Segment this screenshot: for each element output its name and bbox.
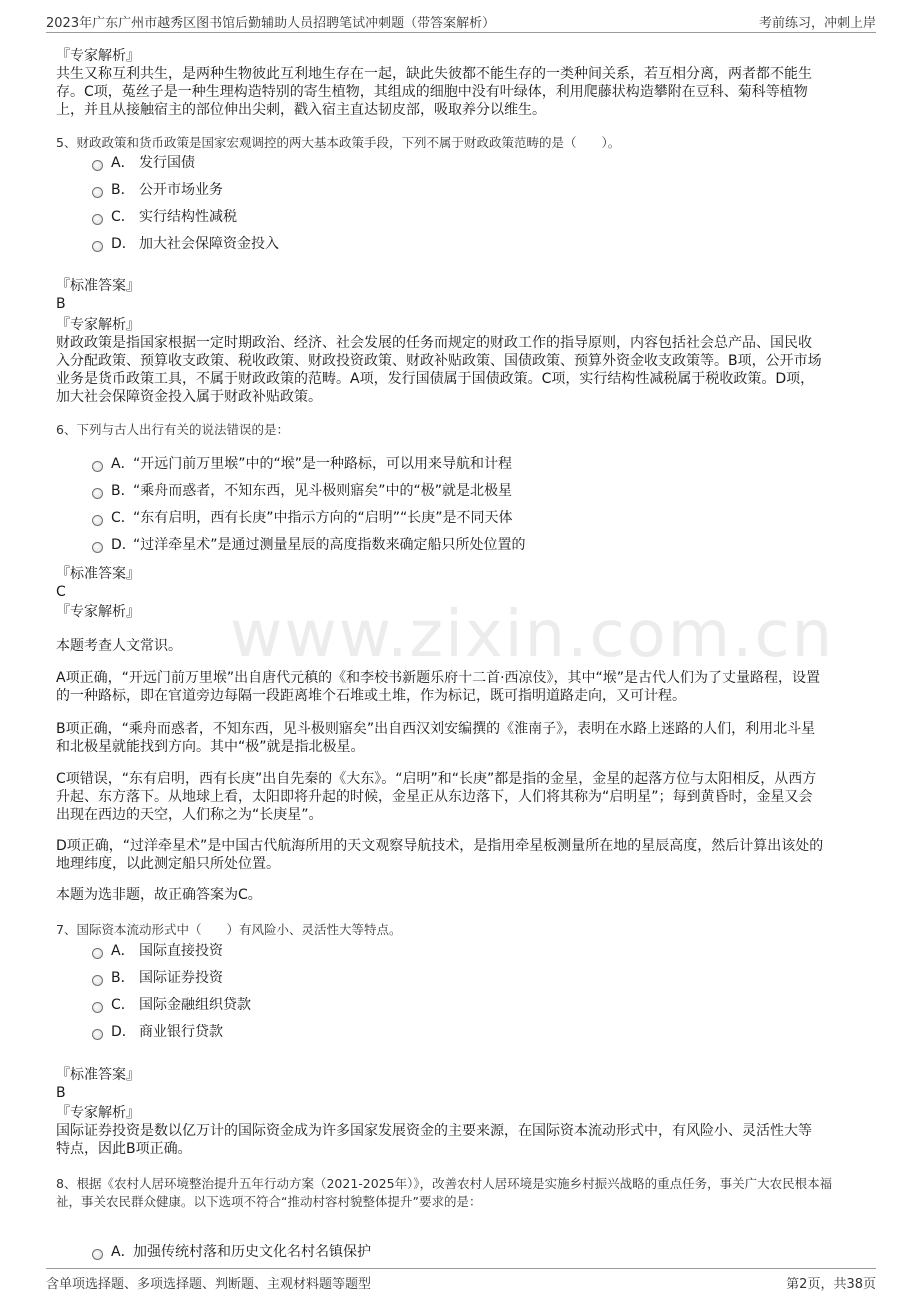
analysis-line: 上，并且从接触宿主的部位伸出尖刺，戳入宿主直达韧皮部，吸取养分以维生。 bbox=[56, 102, 546, 118]
q6-para-b bbox=[56, 720, 866, 756]
q7-option-d[interactable]: D． 商业银行贷款 bbox=[92, 1022, 223, 1042]
analysis-line: 财政政策是指国家根据一定时期政治、经济、社会发展的任务而规定的财政工作的指导原则，内容包括社会总产品、国民收 bbox=[56, 335, 812, 351]
radio-icon[interactable] bbox=[92, 1029, 103, 1040]
analysis-line: D项正确，“过洋牵星术”是中国古代航海所用的天文观察导航技术，是指用牵星板测量所在地的星辰高度，然后计算出该处的 bbox=[56, 838, 824, 854]
q6-intro: 本题考查人文常识。 bbox=[56, 638, 182, 654]
radio-icon[interactable] bbox=[92, 975, 103, 986]
analysis-line: A项正确，“开远门前万里堠”出自唐代元稹的《和李校书新题乐府十二首·西凉伎》，其中“堠”是古代人们为了丈量路程，设置 bbox=[56, 670, 821, 686]
analysis-line: 出现在西边的天空，人们称之为“长庚星”。 bbox=[56, 807, 323, 823]
q5-option-d[interactable]: D． 加大社会保障资金投入 bbox=[92, 234, 279, 254]
expert-label: 『专家解析』 bbox=[56, 604, 140, 620]
q5-analysis bbox=[56, 334, 866, 406]
question-5: 5、财政政策和货币政策是国家宏观调控的两大基本政策手段，下列不属于财政政策范畴的是（ ）。 bbox=[56, 135, 621, 150]
q6-option-c[interactable]: C． “东有启明，西有长庚”中指示方向的“启明”“长庚”是不同天体 bbox=[92, 508, 513, 528]
analysis-line: 地理纬度，以此测定船只所处位置。 bbox=[56, 856, 280, 872]
question-8 bbox=[56, 1175, 876, 1211]
analysis-line: 加大社会保障资金投入属于财政补贴政策。 bbox=[56, 389, 322, 405]
page-footer bbox=[46, 1268, 876, 1303]
analysis-line: 入分配政策、预算收支政策、税收政策、财政投资政策、财政补贴政策、国债政策、预算外资金收支政策等。B项，公开市场 bbox=[56, 353, 822, 369]
radio-icon[interactable] bbox=[92, 214, 103, 225]
analysis-line: 共生又称互利共生，是两种生物彼此互利地生存在一起，缺此失彼都不能生存的一类种间关系，若互相分离，两者都不能生 bbox=[56, 66, 812, 82]
q7-option-a[interactable]: A． 国际直接投资 bbox=[92, 941, 223, 961]
q5-option-c[interactable]: C． 实行结构性减税 bbox=[92, 207, 237, 227]
answer-label: 『标准答案』 bbox=[56, 278, 140, 294]
radio-icon[interactable] bbox=[92, 542, 103, 553]
q6-answer: C bbox=[56, 584, 66, 600]
expert-label: 『专家解析』 bbox=[56, 317, 140, 333]
q6-para-d bbox=[56, 837, 866, 873]
q6-conclusion: 本题为选非题，故正确答案为C。 bbox=[56, 887, 262, 903]
q7-option-c[interactable]: C． 国际金融组织贷款 bbox=[92, 995, 251, 1015]
analysis-line: 国际证券投资是数以亿万计的国际资金成为许多国家发展资金的主要来源，在国际资本流动形式中，有风险小、灵活性大等 bbox=[56, 1123, 812, 1139]
footer-note: 含单项选择题、多项选择题、判断题、主观材料题等题型 bbox=[46, 1277, 372, 1292]
question-7: 7、国际资本流动形式中（ ）有风险小、灵活性大等特点。 bbox=[56, 922, 402, 937]
question-6: 6、下列与古人出行有关的说法错误的是： bbox=[56, 422, 289, 437]
radio-icon[interactable] bbox=[92, 948, 103, 959]
radio-icon[interactable] bbox=[92, 187, 103, 198]
expert-label: 『专家解析』 bbox=[56, 48, 140, 64]
answer-label: 『标准答案』 bbox=[56, 566, 140, 582]
radio-icon[interactable] bbox=[92, 488, 103, 499]
expert-analysis-prev bbox=[56, 65, 866, 119]
q6-option-a[interactable]: A． “开远门前万里堠”中的“堠”是一种路标，可以用来导航和计程 bbox=[92, 454, 512, 474]
page-number: 第2页，共38页 bbox=[786, 1277, 876, 1292]
q8-option-a[interactable]: A． 加强传统村落和历史文化名村名镇保护 bbox=[92, 1242, 371, 1262]
analysis-line: 特点，因此B项正确。 bbox=[56, 1141, 192, 1157]
q5-option-b[interactable]: B． 公开市场业务 bbox=[92, 180, 223, 200]
question-line: 祉，事关农民群众健康。以下选项不符合“推动村容村貌整体提升”要求的是： bbox=[56, 1194, 482, 1209]
page-header bbox=[46, 0, 876, 33]
analysis-line: 升起、东方落下。从地球上看，太阳即将升起的时候，金星正从东边落下，人们将其称为“启明星”；每到黄昏时，金星又会 bbox=[56, 789, 813, 805]
q6-option-d[interactable]: D． “过洋牵星术”是通过测量星辰的高度指数来确定船只所处位置的 bbox=[92, 535, 526, 555]
answer-label: 『标准答案』 bbox=[56, 1067, 140, 1083]
q7-option-b[interactable]: B． 国际证券投资 bbox=[92, 968, 223, 988]
analysis-line: 的一种路标，即在官道旁边每隔一段距离堆个石堆或土堆，作为标记，既可指明道路走向，又可计程。 bbox=[56, 688, 686, 704]
q5-answer: B bbox=[56, 296, 66, 312]
analysis-line: 业务是货币政策工具，不属于财政政策的范畴。A项，发行国债属于国债政策。C项，实行结构性减税属于税收政策。D项， bbox=[56, 371, 815, 387]
radio-icon[interactable] bbox=[92, 461, 103, 472]
watermark: www.zixin.com.cn bbox=[230, 598, 835, 672]
analysis-line: 存。C项，菟丝子是一种生理构造特别的寄生植物，其组成的细胞中没有叶绿体，利用爬藤状构造攀附在豆科、菊科等植物 bbox=[56, 84, 808, 100]
analysis-line: C项错误，“东有启明，西有长庚”出自先秦的《大东》。“启明”和“长庚”都是指的金星，金星的起落方位与太阳相反，从西方 bbox=[56, 771, 817, 787]
question-line: 8、根据《农村人居环境整治提升五年行动方案（2021-2025年）》，改善农村人居环境是实施乡村振兴战略的重点任务，事关广大农民根本福 bbox=[56, 1176, 833, 1191]
analysis-line: 和北极星就能找到方向。其中“极”就是指北极星。 bbox=[56, 739, 365, 755]
q6-para-a bbox=[56, 669, 866, 705]
q6-option-b[interactable]: B． “乘舟而惑者，不知东西，见斗极则寤矣”中的“极”就是北极星 bbox=[92, 481, 512, 501]
radio-icon[interactable] bbox=[92, 1002, 103, 1013]
analysis-line: B项正确，“乘舟而惑者，不知东西，见斗极则寤矣”出自西汉刘安编撰的《淮南子》，表明在水路上迷路的人们，利用北斗星 bbox=[56, 721, 816, 737]
q7-answer: B bbox=[56, 1085, 66, 1101]
expert-label: 『专家解析』 bbox=[56, 1105, 140, 1121]
radio-icon[interactable] bbox=[92, 1249, 103, 1260]
radio-icon[interactable] bbox=[92, 241, 103, 252]
q5-option-a[interactable]: A． 发行国债 bbox=[92, 153, 195, 173]
document-title: 2023年广东广州市越秀区图书馆后勤辅助人员招聘笔试冲刺题（带答案解析） bbox=[46, 16, 496, 31]
q6-para-c bbox=[56, 770, 866, 824]
radio-icon[interactable] bbox=[92, 515, 103, 526]
q7-analysis bbox=[56, 1122, 866, 1158]
header-slogan: 考前练习，冲刺上岸 bbox=[758, 16, 876, 31]
radio-icon[interactable] bbox=[92, 160, 103, 171]
